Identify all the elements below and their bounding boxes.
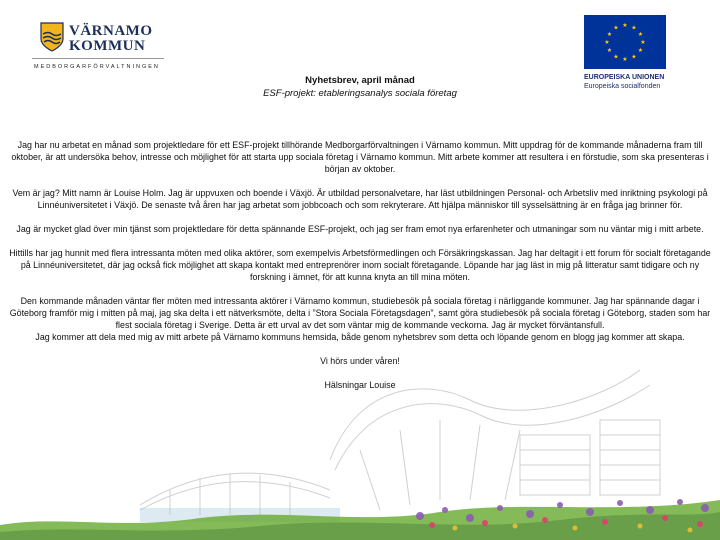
svg-text:★: ★ (637, 47, 644, 54)
newsletter-title: Nyhetsbrev, april månad (305, 75, 415, 86)
signature: Hälsningar Louise (324, 380, 396, 390)
paragraph-progress: Hittills har jag hunnit med flera intressanta möten med olika aktörer, som exempelvis Arbetsförmedlingen och Försäkringskassan. Jag har deltagit i ett forum för socialt företagande på Linnéuniversitetet, där jag också fick möjlighet att skapa kontakt med entreprenörer inom socialt företagande. Löpande har jag läst in mig på litteratur samt tidigare och ny forskning i ämnet, för att kunna knyta an till mina möten. (9, 248, 711, 282)
newsletter-subtitle: ESF-projekt: etableringsanalys sociala företag (263, 88, 457, 99)
eu-union-label: EUROPEISKA UNIONEN (584, 74, 665, 81)
newsletter-body (8, 139, 712, 403)
eu-fund-label: Europeiska socialfonden (584, 83, 661, 90)
svg-text:★: ★ (631, 24, 637, 32)
paragraph-intro: Jag har nu arbetat en månad som projektledare för ett ESF-projekt tillhörande Medborgarförvaltningen i Värnamo kommun. Mitt uppdrag för de kommande månaderna fram till oktober, är att undersöka behov, intresse och möjlighet för att starta upp sociala företag i Värnamo kommun. Mitt arbete kommer att resultera i en förstudie, som ska presenteras i början av oktober. (11, 140, 709, 174)
svg-text:★: ★ (631, 53, 637, 61)
logo-divider (32, 58, 164, 59)
paragraph-excitement: Jag är mycket glad över min tjänst som projektledare för detta spännande ESF-projekt, och jag ser fram emot nya erfarenheter och utmaningar som nu väntar mig i mitt arbete. (16, 224, 704, 234)
svg-text:★: ★ (622, 22, 628, 29)
svg-text:★: ★ (606, 47, 613, 54)
svg-text:★: ★ (640, 39, 646, 46)
org-name-line1: VÄRNAMO (69, 23, 153, 39)
paragraph-sharing: Jag kommer att dela med mig av mitt arbete på Värnamo kommuns hemsida, både genom nyhetsbrev som detta och löpande genom en blogg jag kommer att skapa. (35, 332, 685, 342)
paragraph-upcoming: Den kommande månaden väntar fler möten med intressanta aktörer i Värnamo kommun, studiebesök på sociala företag i närliggande kommuner. Jag har spännande dagar i Göteborg framför mig i mitten på maj, jag ska delta i ett nätverksmöte, delta i ”Stora Sociala Företagsdagen”, samt göra studiebesök på sociala företag i Göteborg, staden som har flest sociala företag i Sverige. Detta är ett urval av det som väntar mig de kommande veckorna. Jag är mycket förväntansfull. (9, 296, 711, 330)
paragraph-about-me: Vem är jag? Mitt namn är Louise Holm. Jag är uppvuxen och boende i Växjö. Är utbildad personalvetare, har läst utbildningen Personal- och Arbetsliv med inriktning psykologi på Linnéuniversitetet i Växjö. De senaste två åren har jag arbetat som jobbcoach och som rekryterare. Att hjälpa människor till sysselsättning är en fråga jag brinner för. (12, 188, 708, 210)
org-name-line2: KOMMUN (69, 38, 146, 54)
org-department: MEDBORGARFÖRVALTNINGEN (34, 64, 160, 70)
svg-text:★: ★ (604, 39, 610, 46)
varnamo-kommun-logo (22, 18, 162, 78)
svg-text:★: ★ (606, 31, 613, 38)
eu-flag-icon (584, 15, 666, 69)
org-name (69, 24, 153, 54)
closing-line: Vi hörs under våren! (320, 356, 400, 366)
svg-text:★: ★ (613, 24, 619, 32)
svg-text:★: ★ (637, 31, 644, 38)
svg-text:★: ★ (613, 53, 619, 61)
varnamo-crest-icon (40, 22, 64, 52)
svg-text:★: ★ (622, 56, 628, 63)
